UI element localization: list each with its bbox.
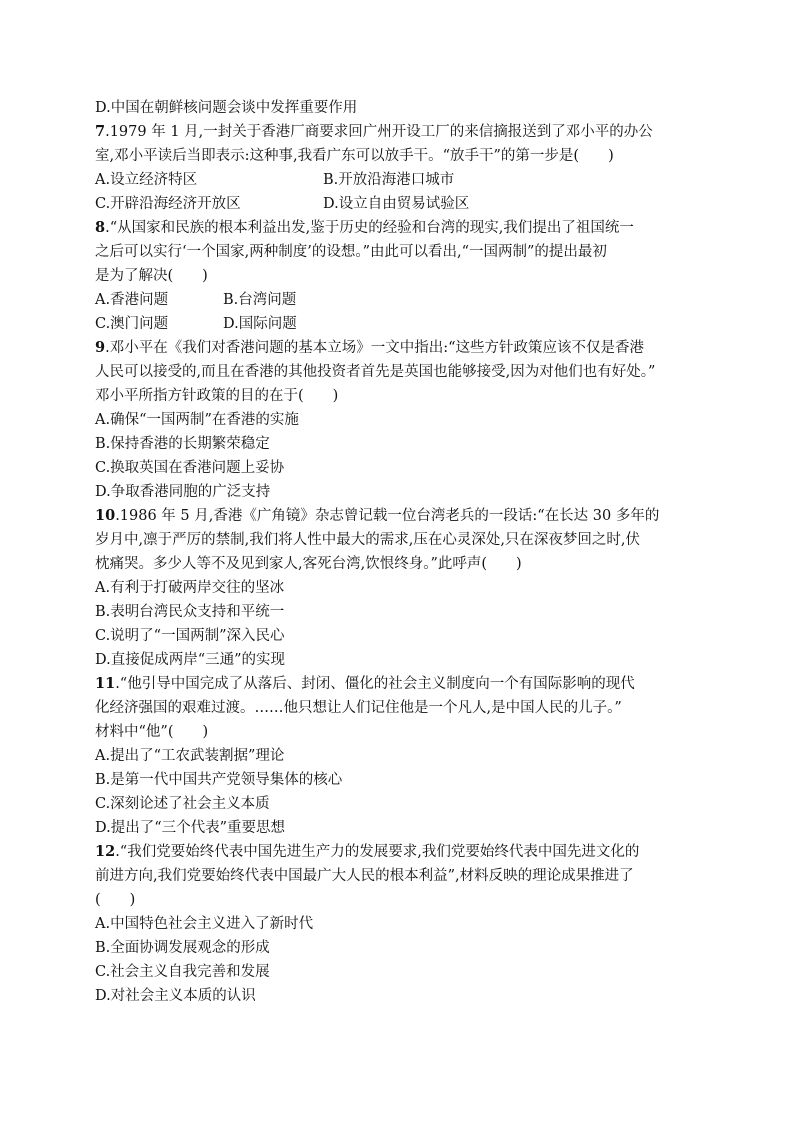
question-number: 9 — [95, 339, 106, 356]
question-stem-line: 12.“我们党要始终代表中国先进生产力的发展要求,我们党要始终代表中国先进文化的 — [95, 843, 640, 860]
question-content — [95, 96, 735, 1008]
option-b: B.保持香港的长期繁荣稳定 — [95, 436, 270, 452]
option-d: D.设立自由贸易试验区 — [323, 196, 470, 212]
option-a: A.香港问题 — [95, 292, 169, 308]
option-b: B.全面协调发展观念的形成 — [95, 940, 270, 956]
option-d: D.对社会主义本质的认识 — [95, 988, 256, 1004]
question-stem-line: 岁月中,凛于严厉的禁制,我们将人性中最大的需求,压在心灵深处,只在深夜梦回之时,伏 — [95, 532, 641, 548]
option-a: A.确保“一国两制”在香港的实施 — [95, 412, 299, 428]
question-number: 7 — [95, 123, 106, 140]
carryover-option: D.中国在朝鲜核问题会谈中发挥重要作用 — [95, 100, 358, 116]
question-number: 8 — [95, 219, 106, 236]
question-stem-line: 前进方向,我们党要始终代表中国最广大人民的根本利益”,材料反映的理论成果推进了 — [95, 868, 634, 884]
option-c: C.开辟沿海经济开放区 — [95, 196, 241, 212]
option-d: D.国际问题 — [223, 316, 297, 332]
question-stem-line: 材料中“他”( ) — [95, 724, 209, 740]
question-stem-line: 9.邓小平在《我们对香港问题的基本立场》一文中指出:“这些方针政策应该不仅是香港 — [95, 339, 644, 356]
option-c: C.澳门问题 — [95, 316, 169, 332]
question-stem-line: 邓小平所指方针政策的目的在于( ) — [95, 388, 339, 404]
question-8 — [95, 216, 735, 336]
option-a: A.中国特色社会主义进入了新时代 — [95, 916, 314, 932]
question-10 — [95, 504, 735, 672]
question-11 — [95, 672, 735, 840]
question-stem-line: 化经济强国的艰难过渡。……他只想让人们记住他是一个凡人,是中国人民的儿子。” — [95, 700, 622, 716]
question-stem-line: 10.1986 年 5 月,香港《广角镜》杂志曾记载一位台湾老兵的一段话:“在长达 30 多年的 — [95, 507, 660, 524]
option-b: B.是第一代中国共产党领导集体的核心 — [95, 772, 343, 788]
question-stem-line: ( ) — [95, 892, 136, 908]
question-stem-line: 是为了解决( ) — [95, 268, 208, 284]
question-7 — [95, 120, 735, 216]
question-stem-line: 人民可以接受的,而且在香港的其他投资者首先是英国也能够接受,因为对他们也有好处。” — [95, 364, 656, 380]
question-12 — [95, 840, 735, 1008]
option-a: A.提出了“工农武装割据”理论 — [95, 748, 285, 764]
option-c: C.深刻论述了社会主义本质 — [95, 796, 270, 812]
options-row — [95, 192, 735, 216]
question-number: 10 — [95, 507, 116, 524]
option-c: C.换取英国在香港问题上妥协 — [95, 460, 285, 476]
option-c: C.说明了“一国两制”深入民心 — [95, 628, 285, 644]
question-stem-line: 7.1979 年 1 月,一封关于香港厂商要求回广州开设工厂的来信摘报送到了邓小平的办公 — [95, 123, 653, 140]
question-stem-line: 11.“他引导中国完成了从落后、封闭、僵化的社会主义制度向一个有国际影响的现代 — [95, 675, 635, 692]
question-stem-line: 枕痛哭。多少人等不及见到家人,客死台湾,饮恨终身。”此呼声( ) — [95, 556, 522, 572]
option-a: A.有利于打破两岸交往的坚冰 — [95, 580, 285, 596]
option-b: B.台湾问题 — [223, 292, 297, 308]
options-row — [95, 168, 735, 192]
option-b: B.表明台湾民众支持和平统一 — [95, 604, 285, 620]
option-c: C.社会主义自我完善和发展 — [95, 964, 270, 980]
option-d: D.提出了“三个代表”重要思想 — [95, 820, 286, 836]
question-stem-line: 之后可以实行‘一个国家,两种制度’的设想。”由此可以看出,“一国两制”的提出最初 — [95, 244, 607, 260]
option-d: D.直接促成两岸“三通”的实现 — [95, 652, 286, 668]
question-9 — [95, 336, 735, 504]
option-d: D.争取香港同胞的广泛支持 — [95, 484, 271, 500]
option-b: B.开放沿海港口城市 — [323, 172, 455, 188]
options-row — [95, 288, 735, 312]
question-number: 12 — [95, 843, 116, 860]
options-row — [95, 312, 735, 336]
question-stem-line: 室,邓小平读后当即表示:这种事,我看广东可以放手干。“放手干”的第一步是( ) — [95, 148, 614, 164]
question-number: 11 — [95, 675, 116, 692]
option-a: A.设立经济特区 — [95, 172, 198, 188]
question-stem-line: 8.“从国家和民族的根本利益出发,鉴于历史的经验和台湾的现实,我们提出了祖国统一 — [95, 219, 634, 236]
